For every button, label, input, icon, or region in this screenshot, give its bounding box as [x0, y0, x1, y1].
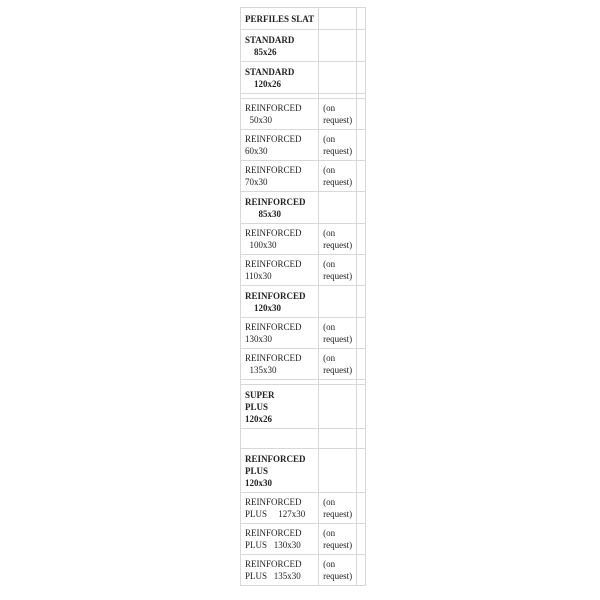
- availability-note-cell: [319, 385, 357, 429]
- spacer-cell: [357, 449, 366, 493]
- table-row: [241, 493, 366, 524]
- profile-name-cell: REINFORCED 130x30: [241, 318, 319, 349]
- profile-name-cell: REINFORCED PLUS 120x30: [241, 449, 319, 493]
- availability-note-cell: (on request): [319, 349, 357, 380]
- availability-note-cell: (on request): [319, 524, 357, 555]
- table-row: [241, 524, 366, 555]
- availability-note-cell: (on request): [319, 99, 357, 130]
- table-row: [241, 349, 366, 380]
- profile-name-cell: REINFORCED 110x30: [241, 255, 319, 286]
- availability-note-cell: [319, 62, 357, 94]
- table-row: [241, 8, 366, 30]
- profile-name-cell: SUPER PLUS 120x26: [241, 385, 319, 429]
- spacer-cell: [357, 99, 366, 130]
- availability-note-cell: (on request): [319, 493, 357, 524]
- availability-note-cell: [319, 30, 357, 62]
- availability-note-cell: [319, 192, 357, 224]
- spacer-cell: [357, 62, 366, 94]
- spacer-cell: [357, 493, 366, 524]
- profile-name-cell: REINFORCED PLUS 135x30: [241, 555, 319, 586]
- spacer-cell: [357, 385, 366, 429]
- profile-name-cell: [241, 429, 319, 449]
- availability-note-cell: (on request): [319, 224, 357, 255]
- spacer-cell: [357, 524, 366, 555]
- table-row: [241, 224, 366, 255]
- availability-note-cell: [319, 286, 357, 318]
- spacer-cell: [357, 130, 366, 161]
- availability-note-cell: (on request): [319, 130, 357, 161]
- availability-note-cell: [319, 449, 357, 493]
- table-row: [241, 555, 366, 586]
- table-row: [241, 130, 366, 161]
- table-row: [241, 385, 366, 429]
- table-row: [241, 429, 366, 449]
- table-row: [241, 161, 366, 192]
- profile-name-cell: REINFORCED 120x30: [241, 286, 319, 318]
- spacer-cell: [357, 555, 366, 586]
- profile-name-cell: REINFORCED 60x30: [241, 130, 319, 161]
- table-row: [241, 30, 366, 62]
- spacer-cell: [357, 255, 366, 286]
- profile-name-cell: REINFORCED 100x30: [241, 224, 319, 255]
- table-row: [241, 192, 366, 224]
- profile-name-cell: REINFORCED PLUS 130x30: [241, 524, 319, 555]
- profiles-table: [240, 7, 366, 586]
- spacer-cell: [357, 192, 366, 224]
- profile-name-cell: REINFORCED 135x30: [241, 349, 319, 380]
- availability-note-cell: (on request): [319, 555, 357, 586]
- profile-name-cell: REINFORCED PLUS 127x30: [241, 493, 319, 524]
- availability-note-cell: [319, 8, 357, 30]
- table-row: [241, 255, 366, 286]
- availability-note-cell: (on request): [319, 255, 357, 286]
- spacer-cell: [357, 349, 366, 380]
- spacer-cell: [357, 8, 366, 30]
- profile-name-cell: REINFORCED 70x30: [241, 161, 319, 192]
- profile-name-cell: REINFORCED 85x30: [241, 192, 319, 224]
- availability-note-cell: (on request): [319, 318, 357, 349]
- spacer-cell: [357, 429, 366, 449]
- profiles-table-body: [241, 8, 366, 586]
- spacer-cell: [357, 286, 366, 318]
- table-row: [241, 62, 366, 94]
- availability-note-cell: (on request): [319, 161, 357, 192]
- profile-name-cell: STANDARD 120x26: [241, 62, 319, 94]
- spacer-cell: [357, 318, 366, 349]
- table-row: [241, 99, 366, 130]
- spacer-cell: [357, 224, 366, 255]
- table-row: [241, 449, 366, 493]
- availability-note-cell: [319, 429, 357, 449]
- profile-name-cell: REINFORCED 50x30: [241, 99, 319, 130]
- spacer-cell: [357, 30, 366, 62]
- table-row: [241, 286, 366, 318]
- profile-name-cell: PERFILES SLAT: [241, 8, 319, 30]
- profile-name-cell: STANDARD 85x26: [241, 30, 319, 62]
- profiles-table-container: [240, 7, 366, 586]
- table-row: [241, 318, 366, 349]
- spacer-cell: [357, 161, 366, 192]
